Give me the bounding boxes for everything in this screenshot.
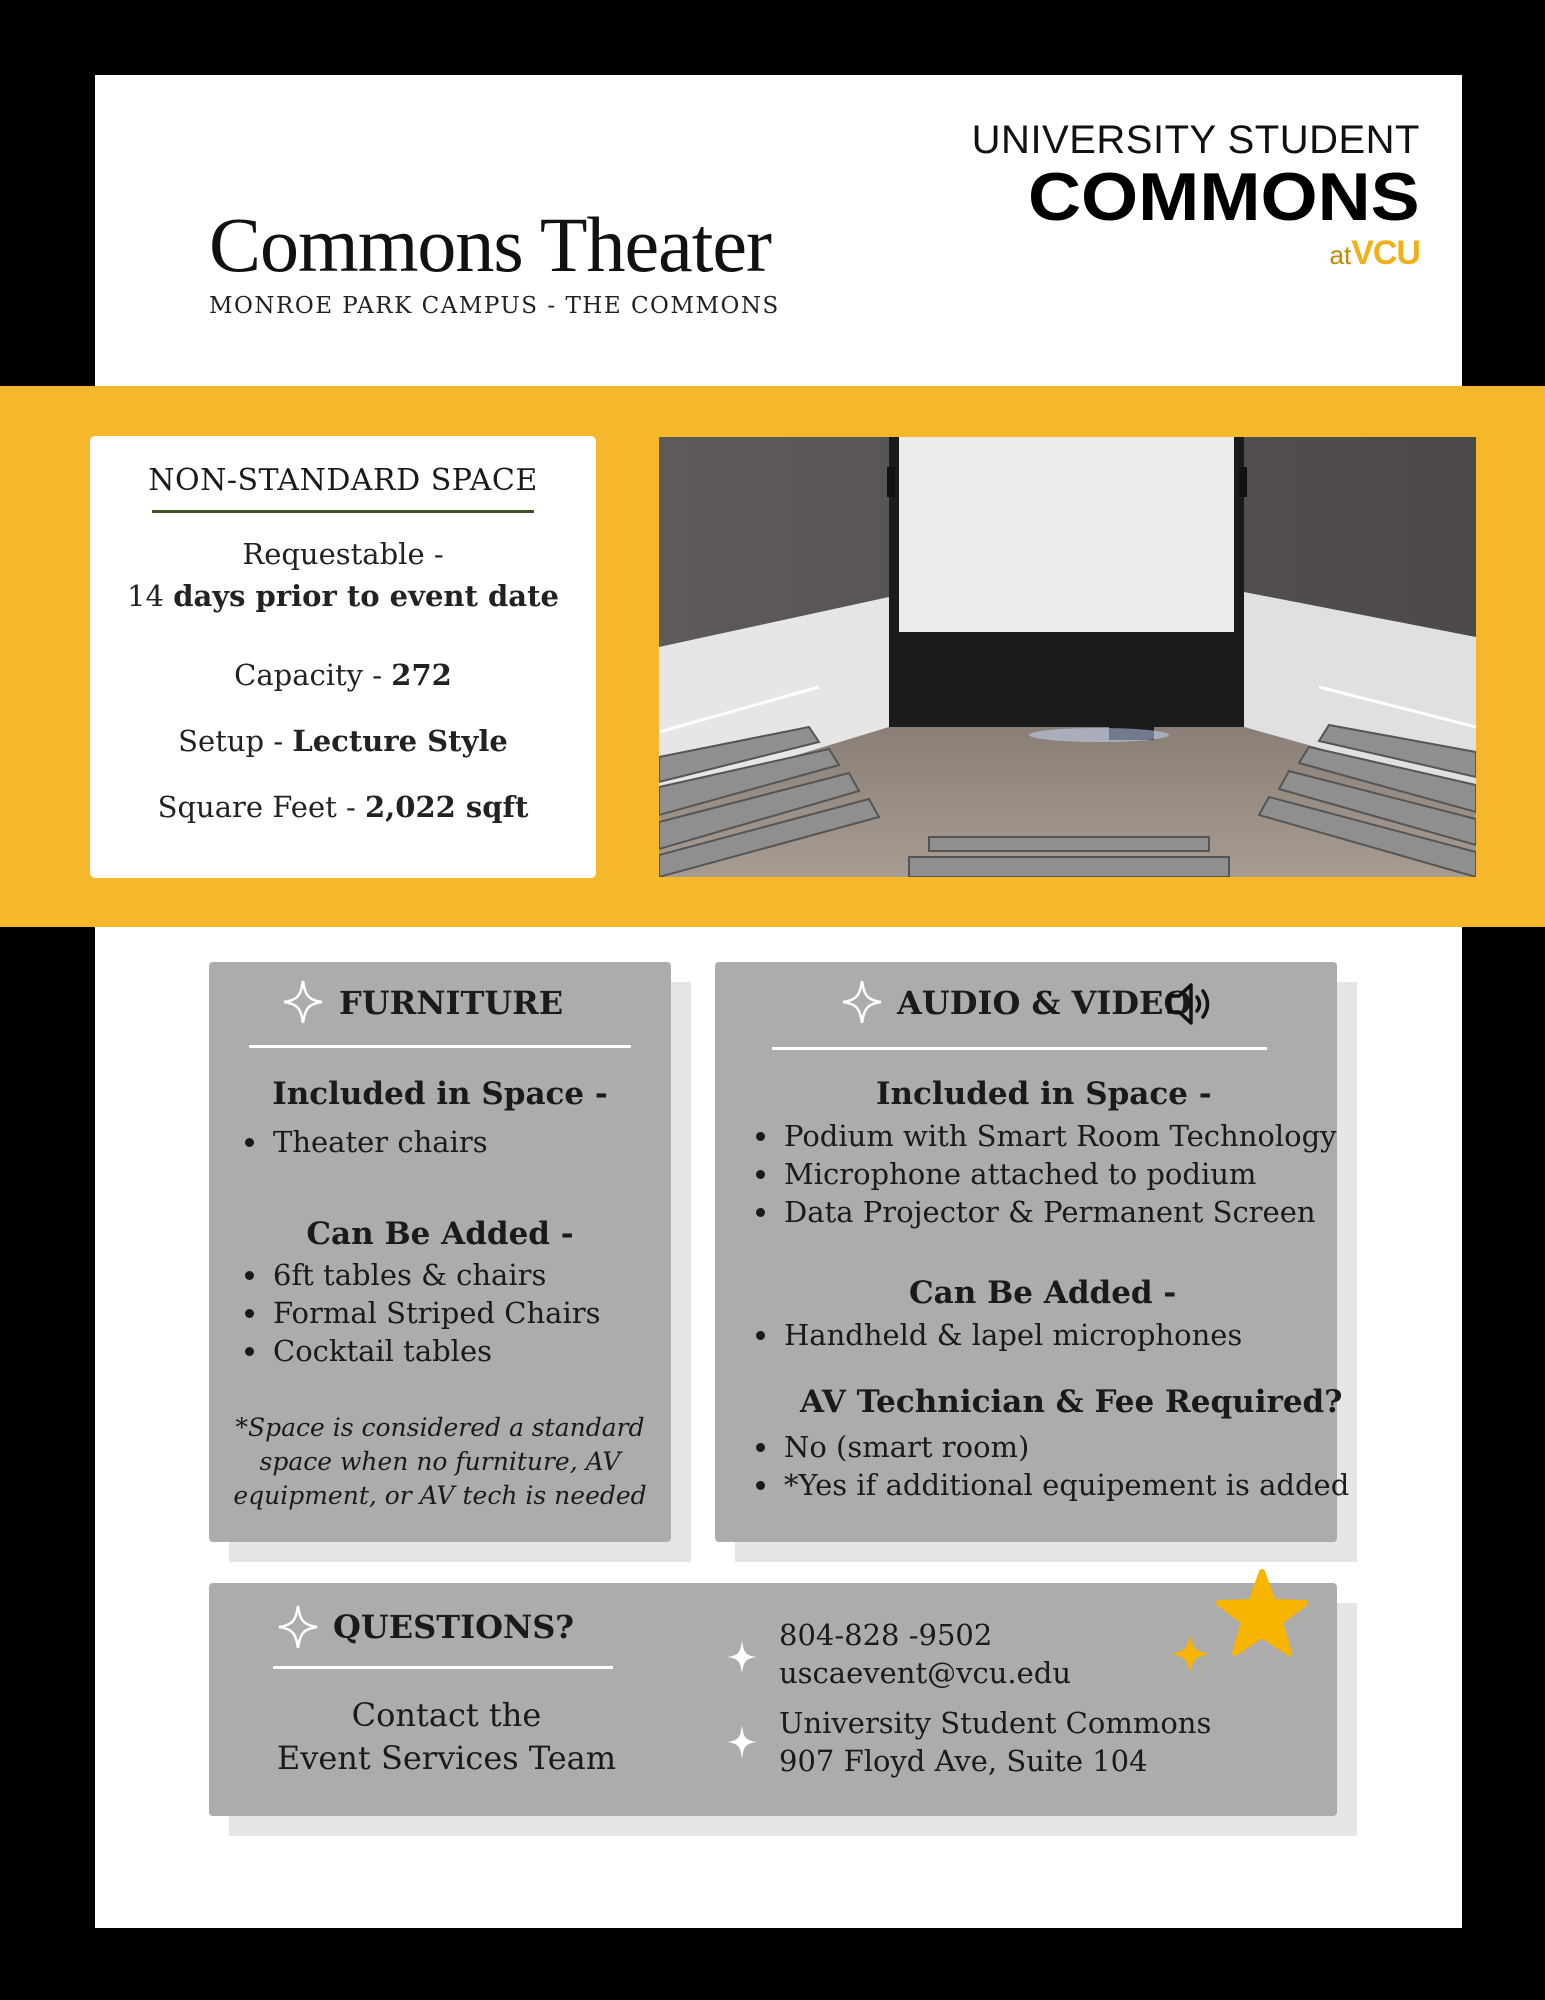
av-included-list — [750, 1117, 1337, 1231]
capacity-row — [90, 658, 596, 692]
list-item: Formal Striped Chairs — [239, 1294, 600, 1332]
av-card — [715, 962, 1350, 1542]
note-line: equipment, or AV tech is needed — [233, 1481, 647, 1510]
av-title: AUDIO & VIDEO — [897, 984, 1192, 1022]
furniture-added-list — [239, 1256, 600, 1370]
questions-divider — [273, 1666, 613, 1669]
contact-address-line-1: University Student Commons — [779, 1706, 1212, 1740]
av-tech-heading: AV Technician & Fee Required? — [800, 1384, 1343, 1420]
standard-space-note — [209, 1411, 671, 1513]
requestable-value — [90, 579, 596, 613]
requestable-label: Requestable - — [242, 537, 444, 571]
theater-photo-illustration — [659, 437, 1476, 877]
av-added-list — [750, 1316, 1242, 1354]
contact-phone[interactable]: 804-828 -9502 — [779, 1618, 993, 1652]
page-title: Commons Theater — [209, 201, 771, 288]
contact-line: Event Services Team — [276, 1739, 617, 1777]
sqft-label: Square Feet - — [157, 790, 356, 824]
sparkle-icon — [725, 1723, 759, 1761]
list-item: Theater chairs — [239, 1123, 488, 1161]
av-divider — [772, 1047, 1267, 1050]
page-subtitle: MONROE PARK CAMPUS - THE COMMONS — [209, 293, 780, 319]
contact-email[interactable]: uscaevent@vcu.edu — [779, 1656, 1072, 1690]
space-info-card — [90, 436, 596, 878]
space-type-heading: NON-STANDARD SPACE — [148, 463, 538, 498]
list-item: Data Projector & Permanent Screen — [750, 1193, 1337, 1231]
logo-at: at — [1329, 240, 1352, 270]
theater-photo — [659, 437, 1476, 877]
av-tech-list — [750, 1428, 1349, 1504]
sparkle-icon — [725, 1638, 759, 1676]
sparkle-icon — [841, 979, 883, 1025]
furniture-title: FURNITURE — [339, 984, 564, 1022]
logo-vcu: VCU — [1351, 234, 1420, 272]
contact-address-line-2: 907 Floyd Ave, Suite 104 — [779, 1744, 1148, 1778]
list-item: Microphone attached to podium — [750, 1155, 1337, 1193]
sparkle-icon — [277, 1604, 319, 1650]
logo-line-2: COMMONS — [1028, 159, 1420, 235]
capacity-value: 272 — [391, 658, 452, 692]
list-item: Podium with Smart Room Technology — [750, 1117, 1337, 1155]
setup-value: Lecture Style — [292, 724, 508, 758]
sqft-row — [90, 790, 596, 824]
contact-line: Contact the — [351, 1696, 542, 1734]
note-line: *Space is considered a standard — [235, 1413, 645, 1442]
av-included-heading: Included in Space - — [876, 1076, 1212, 1112]
setup-row — [90, 724, 596, 758]
furniture-divider — [249, 1045, 631, 1048]
capacity-label: Capacity - — [234, 658, 383, 692]
heading-divider — [152, 510, 534, 513]
furniture-card — [209, 962, 671, 1542]
speaker-icon — [1165, 980, 1217, 1028]
setup-label: Setup - — [178, 724, 284, 758]
list-item: Cocktail tables — [239, 1332, 600, 1370]
list-item: *Yes if additional equipement is added — [750, 1466, 1349, 1504]
list-item: No (smart room) — [750, 1428, 1349, 1466]
list-item: 6ft tables & chairs — [239, 1256, 600, 1294]
furniture-included-list — [239, 1123, 488, 1161]
furniture-added-heading: Can Be Added - — [306, 1216, 574, 1252]
list-item: Handheld & lapel microphones — [750, 1316, 1242, 1354]
logo-line-3 — [1330, 234, 1420, 273]
requestable-days: 14 — [127, 579, 164, 613]
requestable-days-text: days prior to event date — [173, 579, 559, 613]
questions-title: QUESTIONS? — [333, 1608, 575, 1646]
logo-line-1: UNIVERSITY STUDENT — [971, 118, 1420, 162]
sqft-value: 2,022 sqft — [365, 790, 529, 824]
furniture-included-heading: Included in Space - — [272, 1076, 608, 1112]
sparkle-icon — [282, 979, 324, 1025]
usc-logo — [971, 118, 1420, 278]
star-icon — [1160, 1560, 1320, 1690]
av-added-heading: Can Be Added - — [909, 1275, 1177, 1311]
contact-team-text — [209, 1694, 684, 1780]
note-line: space when no furniture, AV — [259, 1447, 621, 1476]
